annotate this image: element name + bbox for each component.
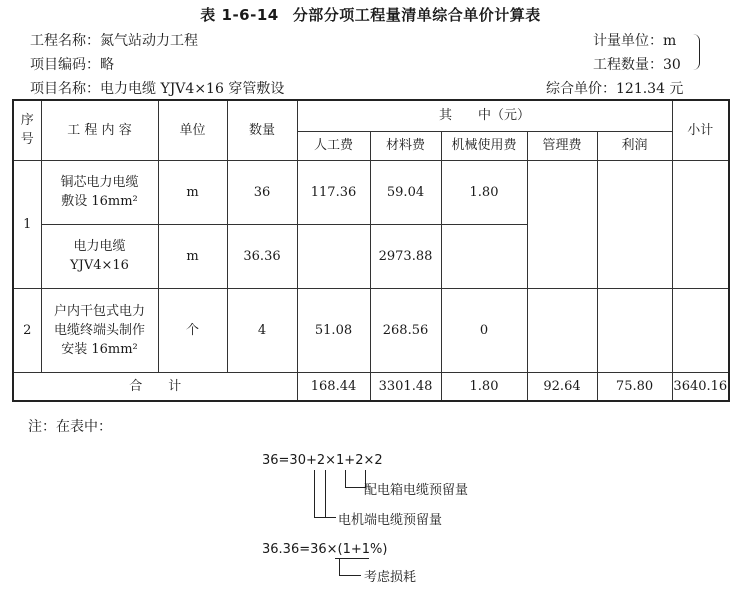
total-row <box>13 372 729 401</box>
item-name-line <box>30 78 284 98</box>
item-name-label: 项目名称： <box>30 81 100 97</box>
underline-loss <box>335 558 369 559</box>
row-content <box>41 288 158 372</box>
row-unit: m <box>158 160 227 224</box>
row-labor <box>297 224 370 288</box>
header-seq-line-2: 号 <box>20 132 34 148</box>
row-content-line-1: 铜芯电力电缆 <box>60 175 139 190</box>
header-content: 工 程 内 容 <box>41 100 158 160</box>
bracket-line <box>314 470 315 518</box>
header-management: 管理费 <box>527 131 597 160</box>
project-name-value: 氮气站动力工程 <box>100 33 198 49</box>
row-profit <box>597 160 672 288</box>
header-machine: 机械使用费 <box>441 131 527 160</box>
cost-table <box>12 99 730 402</box>
unit-price-label: 综合单价： <box>546 81 616 97</box>
project-name-label: 工程名称： <box>30 33 100 49</box>
row-qty: 36 <box>227 160 297 224</box>
annotation-motor-reserve: 电机端电缆预留量 <box>338 513 443 528</box>
header-material: 材料费 <box>370 131 441 160</box>
work-quantity-label: 工程数量： <box>593 57 663 73</box>
project-code-line <box>30 54 114 74</box>
table-title-text: 分部分项工程量清单综合单价计算表 <box>292 6 541 24</box>
bracket-line <box>325 470 326 518</box>
row-content <box>41 160 158 224</box>
measure-unit-value: m <box>663 33 677 49</box>
row-machine <box>441 224 527 288</box>
total-profit: 75.80 <box>597 372 672 401</box>
work-quantity-line <box>593 54 681 74</box>
header-subtotal: 小计 <box>672 100 729 160</box>
row-profit <box>597 288 672 372</box>
row-content-line-2: 敷设 16mm² <box>61 194 138 209</box>
bracket-line <box>339 559 340 576</box>
header-seq <box>13 100 41 160</box>
project-code-label: 项目编码： <box>30 57 100 73</box>
row-labor: 51.08 <box>297 288 370 372</box>
row-labor: 117.36 <box>297 160 370 224</box>
row-management <box>527 160 597 288</box>
row-qty: 36.36 <box>227 224 297 288</box>
row-machine: 1.80 <box>441 160 527 224</box>
header-qty: 数量 <box>227 100 297 160</box>
row-material: 268.56 <box>370 288 441 372</box>
total-labor: 168.44 <box>297 372 370 401</box>
note-intro: 注：在表中： <box>28 419 112 435</box>
bracket-line <box>339 575 361 576</box>
project-code-value: 略 <box>100 57 114 73</box>
bracket-line <box>355 487 361 488</box>
annotation-loss: 考虑损耗 <box>364 570 417 585</box>
unit-price-value: 121.34 元 <box>616 81 684 97</box>
row-unit: m <box>158 224 227 288</box>
row-content <box>41 224 158 288</box>
row-content-line-2: 电缆终端头制作 <box>53 322 145 338</box>
right-brace <box>693 34 700 70</box>
header-breakdown-group: 其 中（元） <box>297 100 672 131</box>
bracket-line <box>314 517 336 518</box>
unit-price-line <box>546 78 683 98</box>
row-subtotal <box>672 288 729 372</box>
row-content-line-2: YJV4×16 <box>70 258 129 273</box>
table-row <box>13 160 729 224</box>
measure-unit-line <box>593 30 676 50</box>
total-material: 3301.48 <box>370 372 441 401</box>
header-row-1 <box>13 100 729 131</box>
row-management <box>527 288 597 372</box>
document-title <box>0 4 741 25</box>
item-name-value: 电力电缆 YJV4×16 穿管敷设 <box>100 81 285 97</box>
measure-unit-label: 计量单位： <box>593 33 663 49</box>
row-seq: 1 <box>13 160 41 288</box>
total-management: 92.64 <box>527 372 597 401</box>
total-machine: 1.80 <box>441 372 527 401</box>
row-content-line-1: 电力电缆 <box>73 239 126 254</box>
table-number: 表 1-6-14 <box>200 6 279 24</box>
row-qty: 4 <box>227 288 297 372</box>
header-unit: 单位 <box>158 100 227 160</box>
row-subtotal <box>672 160 729 288</box>
formula-loss: 36.36=36×(1+1%) <box>262 542 388 557</box>
header-seq-line-1: 序 <box>20 113 34 129</box>
row-content-line-1: 户内干包式电力 <box>53 303 145 319</box>
total-subtotal: 3640.16 <box>672 372 729 401</box>
project-name-line <box>30 30 198 50</box>
work-quantity-value: 30 <box>663 57 681 73</box>
row-content-line-3: 安装 16mm² <box>61 341 138 357</box>
row-seq: 2 <box>13 288 41 372</box>
row-material: 2973.88 <box>370 224 441 288</box>
table-row <box>13 288 729 372</box>
row-material: 59.04 <box>370 160 441 224</box>
row-unit: 个 <box>158 288 227 372</box>
bracket-line <box>345 470 346 488</box>
total-label: 合 计 <box>13 372 297 401</box>
header-labor: 人工费 <box>297 131 370 160</box>
formula-length: 36=30+2×1+2×2 <box>262 453 383 468</box>
annotation-box-reserve: 配电箱电缆预留量 <box>364 483 469 498</box>
header-profit: 利润 <box>597 131 672 160</box>
row-machine: 0 <box>441 288 527 372</box>
